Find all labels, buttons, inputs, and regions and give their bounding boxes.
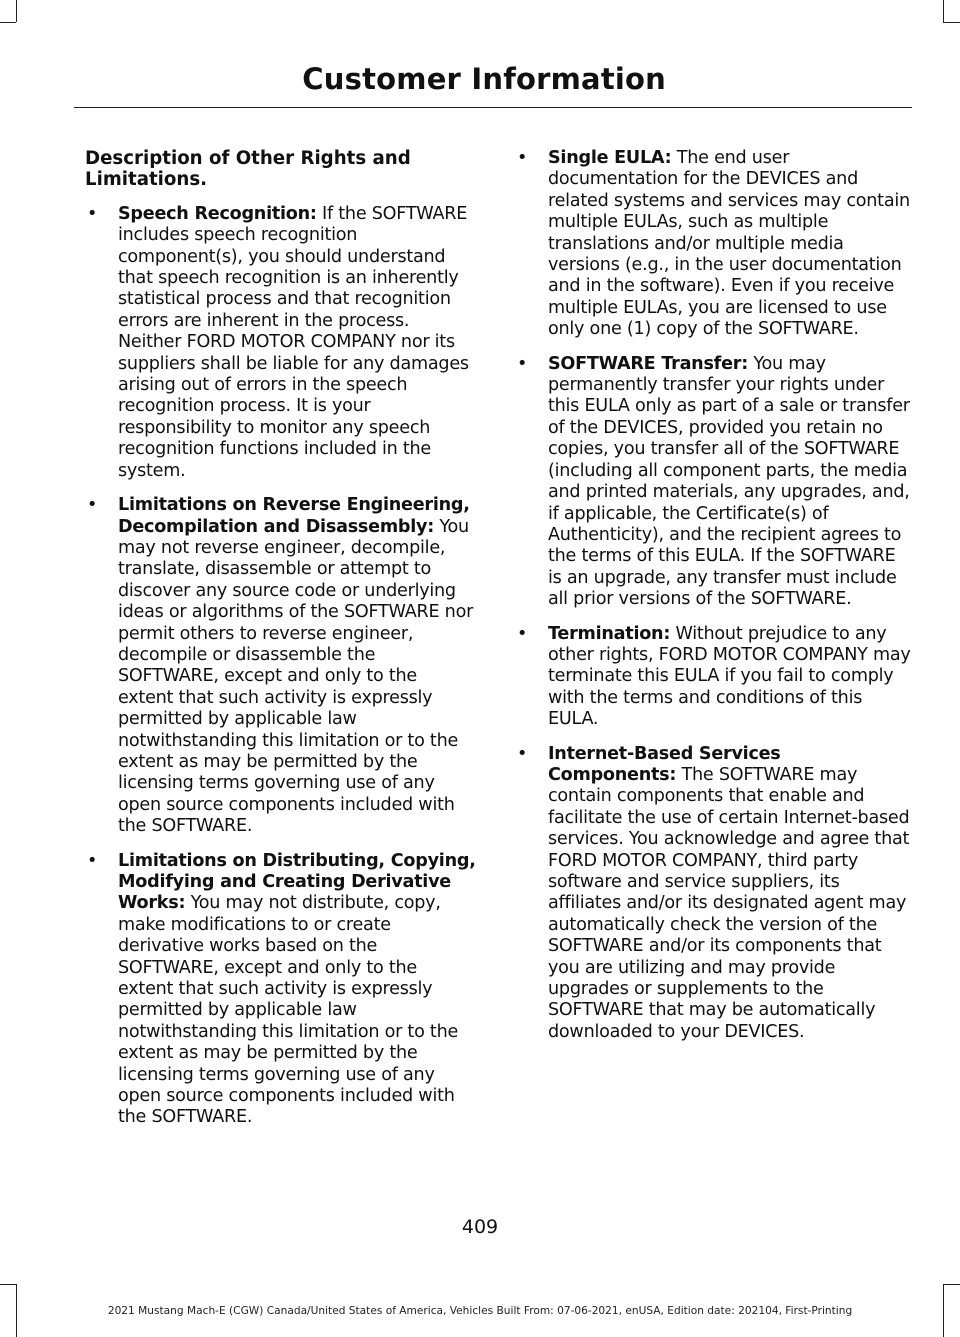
term: Termination: <box>548 623 671 644</box>
section-heading: Description of Other Rights and Limitations. <box>85 148 411 191</box>
bullet-icon: • <box>517 353 528 374</box>
list-item <box>515 148 911 341</box>
right-column <box>515 148 911 1056</box>
bullet-icon: • <box>517 623 528 644</box>
bullet-icon: • <box>87 850 98 871</box>
term-text: The end user documentation for the DEVICES and related systems and services may contain multiple EULAs, such as multiple translations and/or multiple media versions (e.g., in the user documentation and in the software). Even if you receive multiple EULAs, you are licensed to use only one (1) copy of the SOFTWARE. <box>548 148 910 340</box>
bullet-icon: • <box>87 203 98 224</box>
term-text: Without prejudice to any other rights, FORD MOTOR COMPANY may terminate this EULA if you fail to comply with the terms and conditions of this EULA. <box>548 623 911 730</box>
header-divider <box>74 107 912 108</box>
list-item <box>85 851 477 1129</box>
term: Limitations on Distributing, Copying, Modifying and Creating Derivative Works: <box>118 850 476 914</box>
crop-mark <box>943 1284 960 1285</box>
term-text: You may permanently transfer your rights under this EULA only as part of a sale or transfer of the DEVICES, provided you retain no copies, you transfer all of the SOFTWARE (including all component parts, the media and printed materials, any upgrades, and, if applicable, the Certificate(s) of Authenticity), and the recipient agrees to the terms of this EULA. If the SOFTWARE is an upgrade, any transfer must include all prior versions of the SOFTWARE. <box>548 353 910 610</box>
page-number: 409 <box>461 1216 499 1238</box>
term-text: You may not distribute, copy, make modifications to or create derivative works based on the SOFTWARE, except and only to the extent that such activity is expressly permitted by applicable law notwithstanding this limitation or to the extent as may be permitted by the licensing terms governing use of any open source components included with the SOFTWARE. <box>118 893 459 1128</box>
crop-mark <box>0 22 16 23</box>
list-item <box>515 624 911 731</box>
left-column <box>85 148 477 1142</box>
term-text: If the SOFTWARE includes speech recognition component(s), you should understand that speech recognition is an inherently statistical process and that recognition errors are inherent in the process. Neither FORD MOTOR COMPANY nor its suppliers shall be liable for any damages arising out of errors in the speech recognition process. It is your responsibility to monitor any speech recognition functions included in the system. <box>118 203 469 481</box>
crop-mark <box>943 0 944 22</box>
term-text: You may not reverse engineer, decompile, translate, disassemble or attempt to discover any source code or underlying ideas or algorithms of the SOFTWARE nor permit others to reverse engineer, decompile or disassemble the SOFTWARE, except and only to the extent that such activity is expressly permitted by applicable law notwithstanding this limitation or to the extent as may be permitted by the licensing terms governing use of any open source components included with the SOFTWARE. <box>118 516 474 837</box>
bullet-icon: • <box>517 148 528 168</box>
bullet-icon: • <box>517 743 528 764</box>
list-item <box>515 354 911 611</box>
list-item <box>515 744 911 1044</box>
crop-mark <box>943 22 960 23</box>
term-text: The SOFTWARE may contain components that enable and facilitate the use of certain Internet-based services. You acknowledge and agree that FORD MOTOR COMPANY, third party software and service suppliers, its affiliates and/or its designated agent may automatically check the version of the SOFTWARE and/or its components that you are utilizing and may provide upgrades or supplements to the SOFTWARE that may be automatically downloaded to your DEVICES. <box>548 764 910 1042</box>
list-item <box>85 204 477 482</box>
crop-mark <box>0 1284 16 1285</box>
crop-mark <box>16 0 17 22</box>
term: Internet-Based Services Components: <box>548 743 781 785</box>
term: Limitations on Reverse Engineering, Decompilation and Disassembly: <box>118 495 470 537</box>
page-title: Customer Information <box>302 62 666 96</box>
term: Single EULA: <box>548 148 672 168</box>
term: SOFTWARE Transfer: <box>548 353 748 374</box>
left-bullet-list <box>85 204 477 1129</box>
right-bullet-list <box>515 148 911 1043</box>
footer-text: 2021 Mustang Mach-E (CGW) Canada/United States of America, Vehicles Built From: 07-06-2021, enUSA, Edition date: 202104, First-Printing <box>107 1305 853 1317</box>
bullet-icon: • <box>87 495 98 516</box>
list-item <box>85 495 477 838</box>
term: Speech Recognition: <box>118 203 317 224</box>
